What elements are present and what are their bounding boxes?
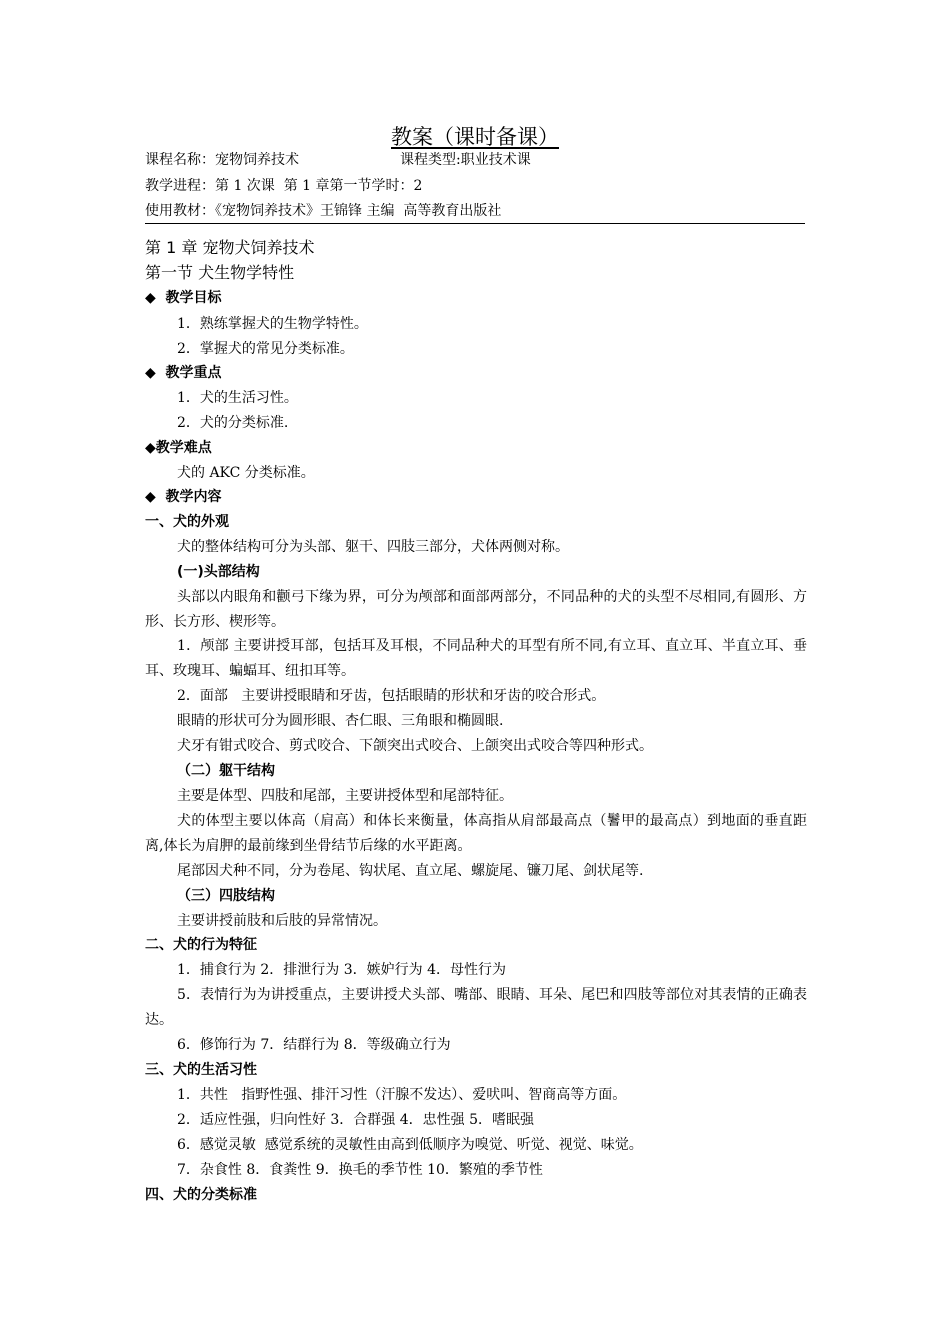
header-divider	[145, 223, 805, 224]
part3-heading: 三、犬的生活习性	[145, 1062, 257, 1078]
chapter-title: 第 1 章 宠物犬饲养技术	[145, 238, 315, 257]
key-point-item: 1．犬的生活习性。	[177, 390, 298, 406]
habit-line: 1．共性 指野性强、排汗习性（汗腺不发达）、爱吠叫、智商高等方面。	[177, 1087, 627, 1103]
objective-item: 2．掌握犬的常见分类标准。	[177, 341, 354, 357]
objectives-heading: ◆ 教学目标	[145, 290, 222, 306]
teaching-progress: 教学进程：第 1 次课 第 1 章第一节学时：2	[145, 178, 423, 194]
part1-heading: 一、犬的外观	[145, 514, 229, 530]
course-type: 课程类型:职业技术课	[400, 152, 531, 168]
habit-line: 6．感觉灵敏 感觉系统的灵敏性由高到低顺序为嗅觉、听觉、视觉、味觉。	[177, 1137, 643, 1153]
trunk-structure-heading: （二）躯干结构	[177, 763, 275, 779]
eye-shape-paragraph: 眼睛的形状可分为圆形眼、杏仁眼、三角眼和椭圆眼.	[177, 713, 504, 729]
head-structure-heading: (一)头部结构	[177, 564, 260, 580]
habit-line: 2．适应性强，归向性好 3．合群强 4．忠性强 5．嗜眠强	[177, 1112, 534, 1128]
body-size-paragraph: 犬的体型主要以体高（肩高）和体长来衡量，体高指从肩部最高点（鬐甲的最高点）到地面的垂直距离,体长为肩胛的最前缘到坐骨结节后缘的水平距离。	[145, 813, 807, 854]
bite-paragraph: 犬牙有钳式咬合、剪式咬合、下颌突出式咬合、上颌突出式咬合等四种形式。	[177, 738, 653, 754]
behavior-line: 1．捕食行为 2．排泄行为 3．嫉妒行为 4．母性行为	[177, 962, 506, 978]
objective-item: 1．熟练掌握犬的生物学特性。	[177, 316, 368, 332]
page-title	[0, 124, 950, 150]
part2-heading: 二、犬的行为特征	[145, 937, 257, 953]
head-structure-paragraph: 头部以内眼角和颧弓下缘为界，可分为颅部和面部两部分，不同品种的犬的头型不尽相同,有圆形、方形、长方形、楔形等。	[145, 589, 807, 630]
part1-intro: 犬的整体结构可分为头部、躯干、四肢三部分，犬体两侧对称。	[177, 539, 569, 555]
course-name: 课程名称：宠物饲养技术	[145, 152, 299, 168]
behavior-paragraph: 5．表情行为为讲授重点，主要讲授犬头部、嘴部、眼睛、耳朵、尾巴和四肢等部位对其表情的正确表达。	[145, 987, 807, 1028]
habit-line: 7．杂食性 8．食粪性 9．换毛的季节性 10．繁殖的季节性	[177, 1162, 543, 1178]
textbook-info: 使用教材：《宠物饲养技术》王锦锋 主编 高等教育出版社	[145, 203, 502, 219]
behavior-line: 6．修饰行为 7．结群行为 8．等级确立行为	[177, 1037, 451, 1053]
limbs-structure-heading: （三）四肢结构	[177, 888, 275, 904]
difficulties-heading: ◆教学难点	[145, 440, 212, 456]
section-title: 第一节 犬生物学特性	[145, 263, 295, 282]
key-points-heading: ◆ 教学重点	[145, 365, 222, 381]
content-heading: ◆ 教学内容	[145, 489, 222, 505]
difficulty-item: 犬的 AKC 分类标准。	[177, 465, 315, 481]
trunk-paragraph: 主要是体型、四肢和尾部，主要讲授体型和尾部特征。	[177, 788, 513, 804]
page-title-text: 教案（课时备课）	[391, 125, 559, 149]
tail-paragraph: 尾部因犬种不同，分为卷尾、钩状尾、直立尾、螺旋尾、镰刀尾、剑状尾等.	[177, 863, 644, 879]
limbs-paragraph: 主要讲授前肢和后肢的异常情况。	[177, 913, 387, 929]
part4-heading: 四、犬的分类标准	[145, 1187, 257, 1203]
key-point-item: 2．犬的分类标准.	[177, 415, 289, 431]
cranial-paragraph: 1．颅部 主要讲授耳部，包括耳及耳根，不同品种犬的耳型有所不同,有立耳、直立耳、半直立耳、垂耳、玫瑰耳、蝙蝠耳、纽扣耳等。	[145, 638, 807, 679]
face-paragraph: 2．面部 主要讲授眼睛和牙齿，包括眼睛的形状和牙齿的咬合形式。	[177, 688, 606, 704]
